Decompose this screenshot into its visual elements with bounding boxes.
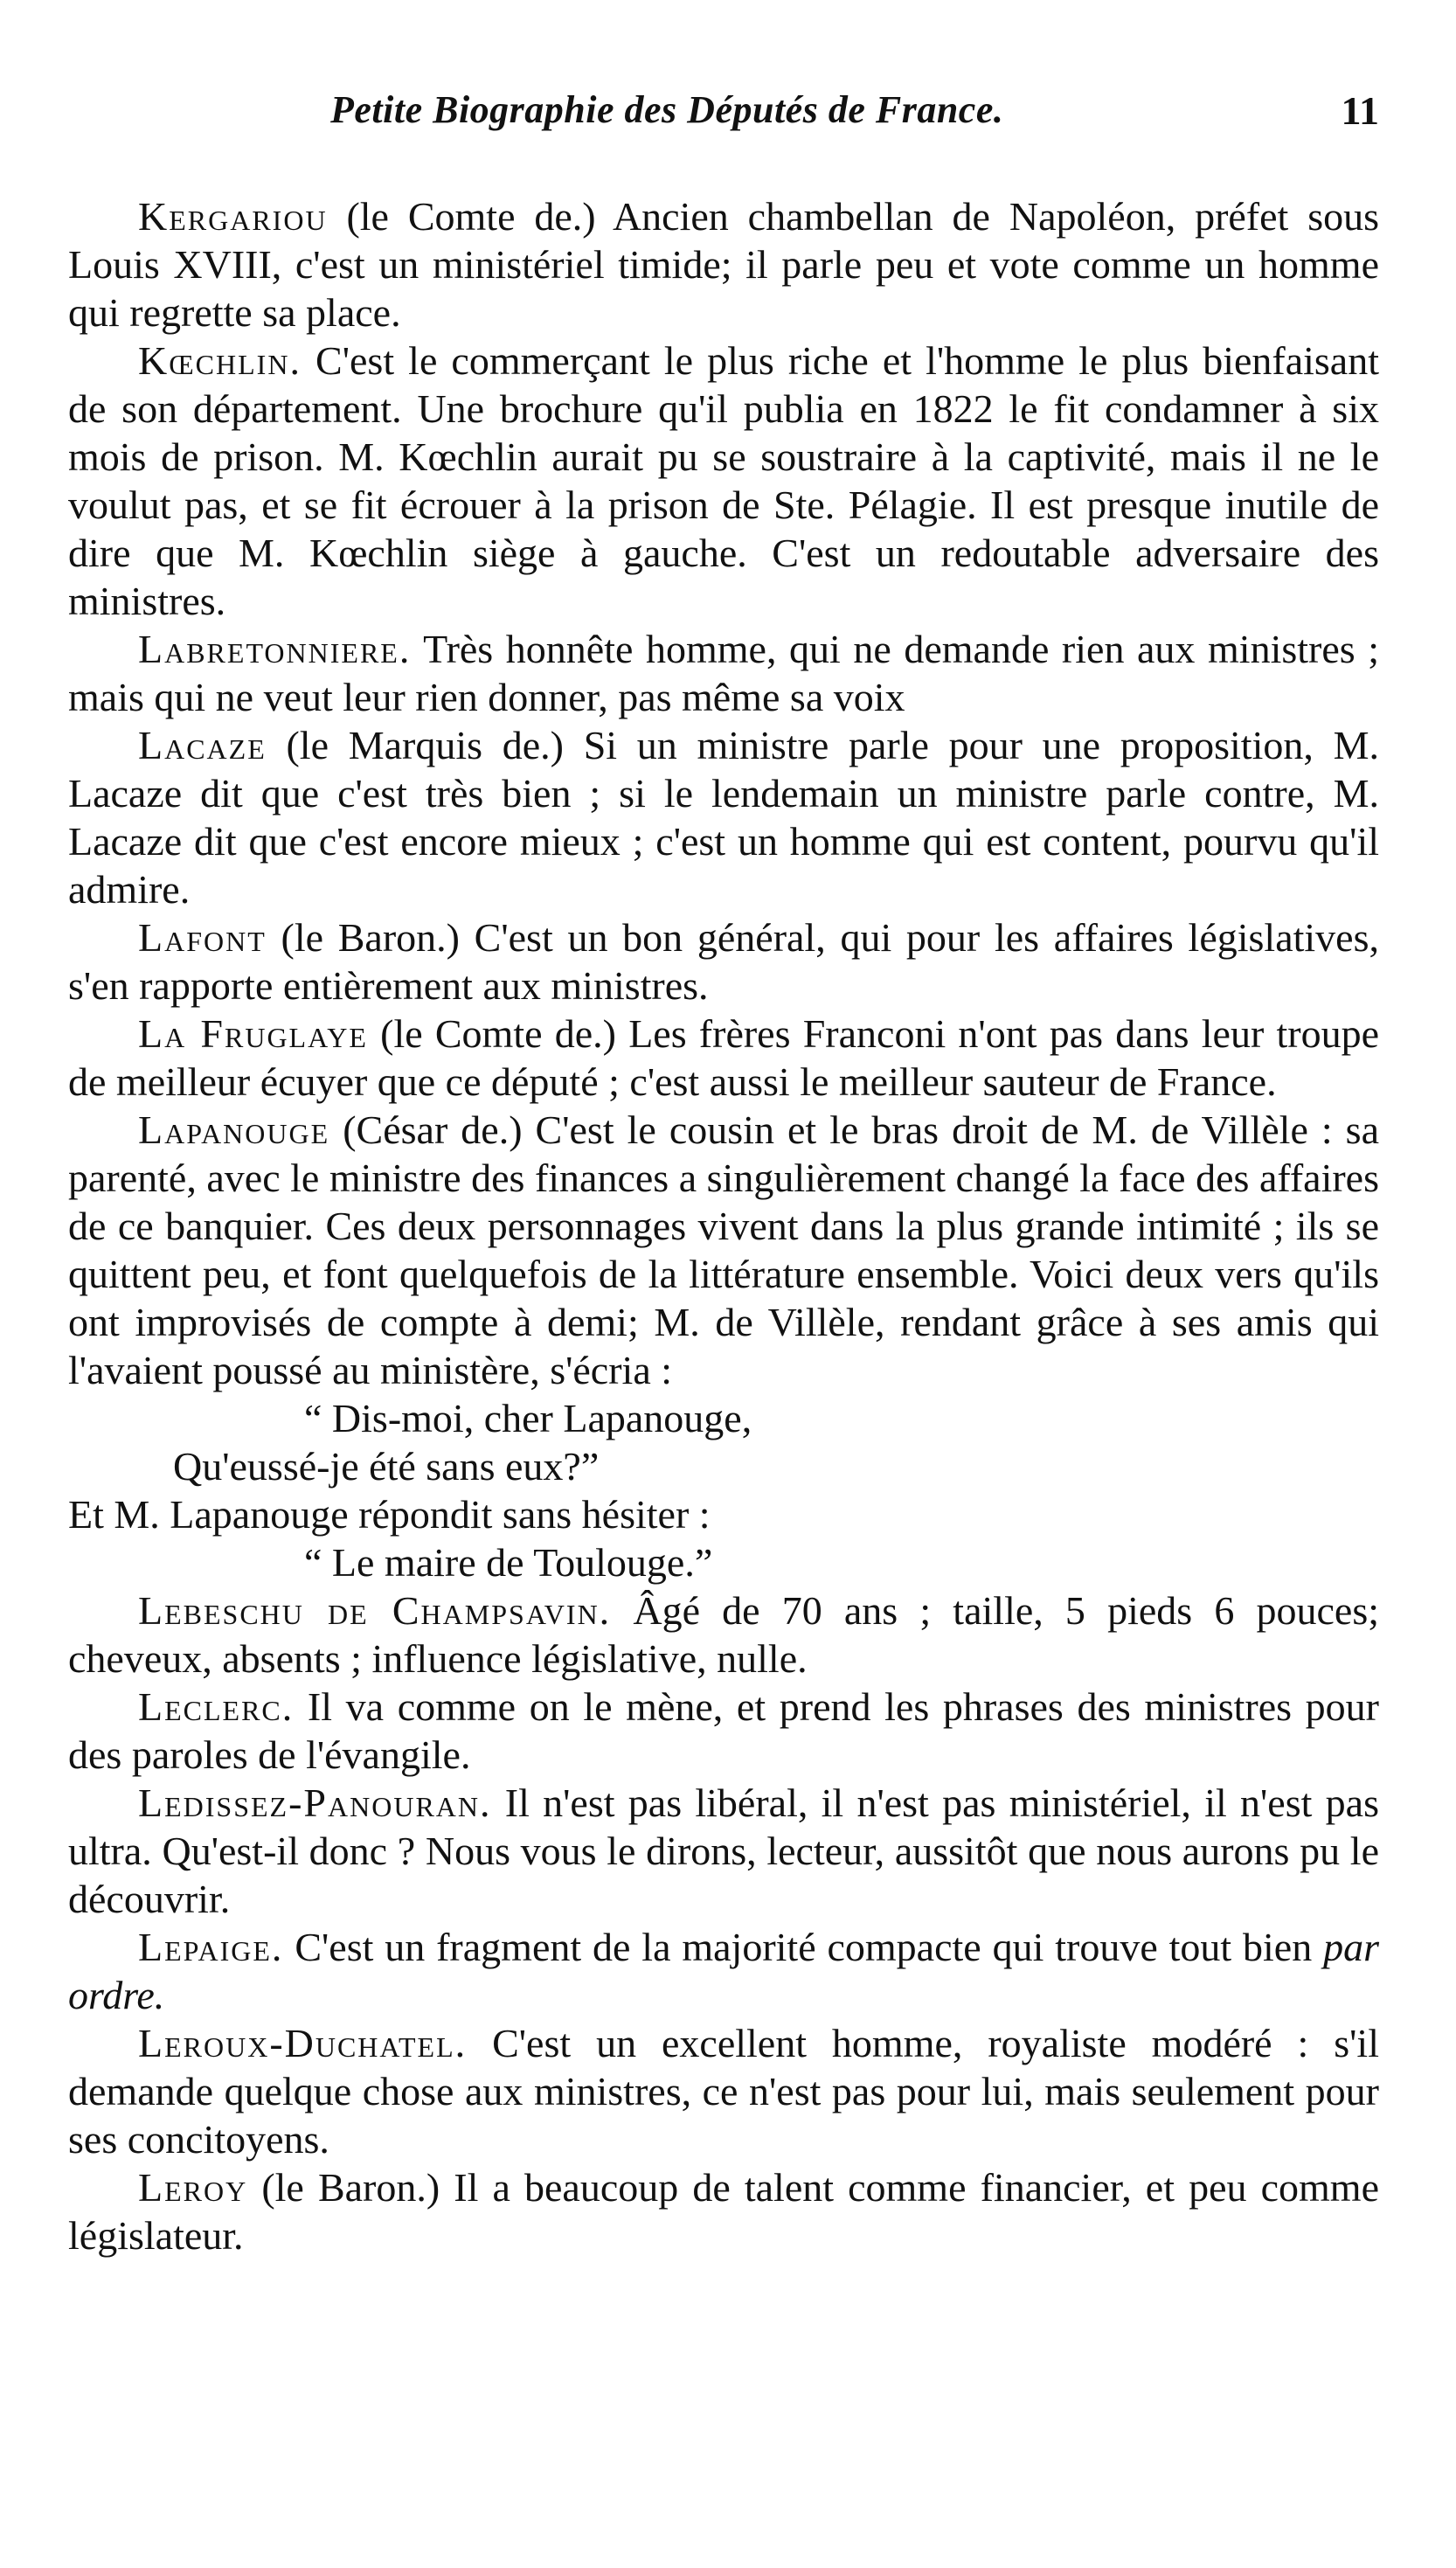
entry-text: C'est un excellent homme, royaliste modéré : s'il demande quelque chose aux ministres, ce n'est pas pour lui, mais seulement pour ses concitoyens. <box>68 2021 1379 2162</box>
entry-la-fruglaye <box>68 1010 1379 1106</box>
entry-koechlin <box>68 337 1379 625</box>
entry-text: (le Baron.) Il a beaucoup de talent comme financier, et peu comme législateur. <box>68 2165 1380 2258</box>
entry-lapanouge <box>68 1106 1379 1394</box>
entry-text: Âgé de 70 ans ; taille, 5 pieds 6 pouces; cheveux, absents ; influence législative, nulle. <box>68 1588 1380 1681</box>
entry-text: (le Baron.) C'est un bon général, qui pour les affaires législatives, s'en rapporte entièrement aux ministres. <box>68 915 1379 1008</box>
deputy-name: La Fruglaye <box>138 1011 368 1056</box>
entry-italic-tail: par ordre. <box>68 1925 1380 2017</box>
entry-lacaze <box>68 721 1379 913</box>
deputy-name: Labretonniere. <box>138 627 412 671</box>
entry-labretonniere <box>68 625 1379 721</box>
entry-leroy <box>68 2163 1379 2259</box>
deputy-name: Lapanouge <box>138 1107 330 1152</box>
deputy-name: Leroux-Duchatel. <box>138 2021 468 2065</box>
entry-text: Très honnête homme, qui ne demande rien aux ministres ; mais qui ne veut leur rien donner, pas même sa voix <box>68 627 1380 719</box>
deputy-name: Kergariou <box>138 194 328 239</box>
entry-lepaige <box>68 1923 1379 2019</box>
verse-line-2: Qu'eussé-je été sans eux?” <box>173 1444 600 1489</box>
entry-ledissez-panouran <box>68 1779 1379 1923</box>
entry-text: (le Comte de.) Ancien chambellan de Napoléon, préfet sous Louis XVIII, c'est un ministériel timide; il parle peu et vote comme un homme qui regrette sa place. <box>68 194 1380 335</box>
deputy-name: Leroy <box>138 2165 248 2210</box>
deputy-name: Ledissez-Panouran. <box>138 1780 492 1825</box>
entry-lebeschu <box>68 1586 1379 1683</box>
verse-line-1: “ Dis-moi, cher Lapanouge, <box>304 1396 752 1440</box>
verse-line-3: “ Le maire de Toulouge.” <box>304 1540 713 1585</box>
deputy-name: Kœchlin. <box>138 338 302 383</box>
running-head <box>68 87 1379 150</box>
entry-text: (le Marquis de.) Si un ministre parle pour une proposition, M. Lacaze dit que c'est très bien ; si le lendemain un ministre parle contre, M. Lacaze dit que c'est encore mieux ; c'est un homme qui est content, pourvu qu'il admire. <box>68 723 1379 912</box>
entry-text: (le Comte de.) Les frères Franconi n'ont pas dans leur troupe de meilleur écuyer que ce député ; c'est aussi le meilleur sauteur de France. <box>68 1011 1379 1104</box>
page-body <box>68 192 1379 2259</box>
deputy-name: Lebeschu de Champsavin. <box>138 1588 612 1633</box>
deputy-name: Lafont <box>138 915 267 960</box>
book-page <box>68 87 1379 2259</box>
entry-text: C'est le commerçant le plus riche et l'homme le plus bienfaisant de son département. Une brochure qu'il publia en 1822 le fit condamner à six mois de prison. M. Kœchlin aurait pu se soustraire à la captivité, mais il ne le voulut pas, et se fit écrouer à la prison de Ste. Pélagie. Il est presque inutile de dire que M. Kœchlin siège à gauche. C'est un redoutable adversaire des ministres. <box>68 338 1380 623</box>
page-number: 11 <box>1341 88 1379 133</box>
entry-text: Il n'est pas libéral, il n'est pas ministériel, il n'est pas ultra. Qu'est-il donc ? Nous vous le dirons, lecteur, aussitôt que nous aurons pu le découvrir. <box>68 1780 1379 1921</box>
entry-text: (César de.) C'est le cousin et le bras droit de M. de Villèle : sa parenté, avec le ministre des finances a singulièrement changé la face des affaires de ce banquier. Ces deux personnages vivent dans la plus grande intimité ; ils se quittent peu, et font quelquefois de la littérature ensemble. Voici deux vers qu'ils ont improvisés de compte à demi; M. de Villèle, rendant grâce à ses amis qui l'avaient poussé au ministère, s'écria : <box>68 1107 1380 1392</box>
entry-text: Il va comme on le mène, et prend les phrases des ministres pour des paroles de l'évangile. <box>68 1684 1379 1777</box>
entry-kergariou <box>68 192 1379 337</box>
running-title: Petite Biographie des Députés de France. <box>330 88 1004 131</box>
deputy-name: Lepaige. <box>138 1925 284 1969</box>
entry-leroux-duchatel <box>68 2019 1379 2163</box>
verse-reply-intro: Et M. Lapanouge répondit sans hésiter : <box>68 1492 711 1537</box>
entry-text: C'est un fragment de la majorité compacte qui trouve tout bien <box>295 1925 1313 1969</box>
entry-lafont <box>68 913 1379 1010</box>
deputy-name: Lacaze <box>138 723 267 767</box>
deputy-name: Leclerc. <box>138 1684 295 1729</box>
entry-leclerc <box>68 1683 1379 1779</box>
